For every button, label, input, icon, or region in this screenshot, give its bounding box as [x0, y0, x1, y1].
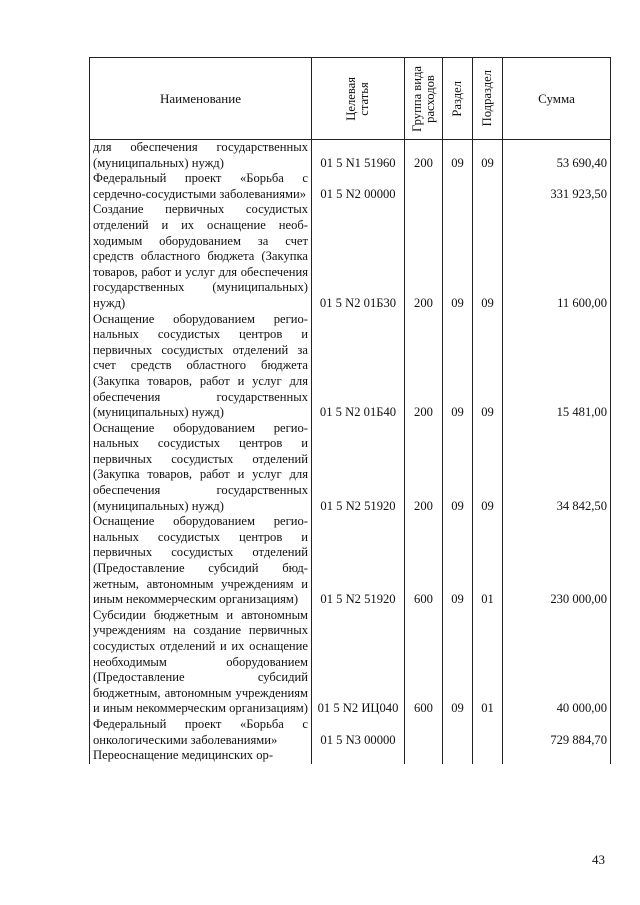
row-sum-cell: 34 842,50	[503, 421, 611, 515]
table-row	[90, 171, 611, 202]
row-group-cell: 200	[405, 421, 443, 515]
row-subsection-cell: 01	[473, 608, 503, 717]
header-target-article	[312, 58, 405, 140]
row-target-cell: 01 5 N3 00000	[312, 717, 405, 748]
header-sum: Сумма	[503, 58, 611, 140]
row-target-cell: 01 5 N1 51960	[312, 140, 405, 172]
row-name-cell: Федеральный проект «Борьба с сердечно-сосудистыми заболеваниями»	[90, 171, 312, 202]
table-row	[90, 608, 611, 717]
row-sum-cell: 15 481,00	[503, 312, 611, 421]
row-group-cell: 600	[405, 514, 443, 608]
row-section-cell: 09	[443, 312, 473, 421]
row-name-cell: Федеральный проект «Борьба с онкологическими заболеваниями»	[90, 717, 312, 748]
header-subsection	[473, 58, 503, 140]
table-row	[90, 140, 611, 172]
row-section-cell: 09	[443, 514, 473, 608]
row-name-cell: Субсидии бюджетным и автономным учреждениям на создание первичных сосудистых отделений и их оснащение необходимым оборудованием (Предоставление субсидий бюджетным, автономным учреждениям и иным некоммерческим организациям)	[90, 608, 312, 717]
row-name-cell: Оснащение оборудованием региональных сосудистых центров и первичных сосудистых отделений (Предоставление субсидий бюджетным, автономным учреждениям и иным некоммерческим организациям)	[90, 514, 312, 608]
header-target-line1: Целевая	[344, 76, 358, 121]
row-group-cell	[405, 171, 443, 202]
row-target-cell: 01 5 N2 01Б40	[312, 312, 405, 421]
row-name-cell: Оснащение оборудованием региональных сосудистых центров и первичных сосудистых отделений (Закупка товаров, работ и услуг для обеспечения государственных (муниципальных) нужд)	[90, 421, 312, 515]
row-sum-cell	[503, 748, 611, 764]
row-group-cell: 600	[405, 608, 443, 717]
table-header-row	[90, 58, 611, 140]
header-group-line2: расходов	[422, 74, 437, 123]
row-subsection-cell: 09	[473, 140, 503, 172]
row-subsection-cell	[473, 748, 503, 764]
page-number: 43	[592, 852, 605, 867]
row-target-cell: 01 5 N2 01Б30	[312, 202, 405, 311]
row-subsection-cell: 09	[473, 312, 503, 421]
row-sum-cell: 11 600,00	[503, 202, 611, 311]
row-section-cell	[443, 171, 473, 202]
budget-table	[89, 57, 611, 764]
row-name-cell: Переоснащение медицинских ор-	[90, 748, 312, 764]
row-target-cell	[312, 748, 405, 764]
row-section-cell	[443, 748, 473, 764]
header-name: Наименование	[90, 58, 312, 140]
row-group-cell	[405, 717, 443, 748]
row-group-cell: 200	[405, 140, 443, 172]
row-section-cell: 09	[443, 608, 473, 717]
row-target-cell: 01 5 N2 ИЦ040	[312, 608, 405, 717]
header-section-label: Раздел	[450, 80, 464, 117]
table-row	[90, 748, 611, 764]
row-name-cell: Создание первичных сосудистых отделений и их оснащение необходимым оборудованием за счет средств областного бюджета (Закупка товаров, работ и услуг для обеспечения государственных (муниципальных) нужд)	[90, 202, 312, 311]
table-body	[90, 140, 611, 764]
table-row	[90, 312, 611, 421]
row-section-cell: 09	[443, 202, 473, 311]
row-sum-cell: 729 884,70	[503, 717, 611, 748]
header-target-line2: статья	[357, 81, 371, 116]
row-target-cell: 01 5 N2 00000	[312, 171, 405, 202]
row-group-cell: 200	[405, 312, 443, 421]
row-subsection-cell	[473, 171, 503, 202]
header-expense-group	[405, 58, 443, 140]
table-row	[90, 717, 611, 748]
table-row	[90, 514, 611, 608]
row-name-cell: Оснащение оборудованием региональных сосудистых центров и первичных сосудистых отделений за счет средств областного бюджета (Закупка товаров, работ и услуг для обеспечения государственных (муниципальных) нужд)	[90, 312, 312, 421]
row-target-cell: 01 5 N2 51920	[312, 514, 405, 608]
table-row	[90, 202, 611, 311]
header-subsection-label: Подраздел	[480, 70, 494, 127]
table-row	[90, 421, 611, 515]
row-subsection-cell: 09	[473, 202, 503, 311]
row-subsection-cell	[473, 717, 503, 748]
header-section	[443, 58, 473, 140]
row-sum-cell: 53 690,40	[503, 140, 611, 172]
row-section-cell	[443, 717, 473, 748]
row-subsection-cell: 01	[473, 514, 503, 608]
row-sum-cell: 331 923,50	[503, 171, 611, 202]
row-subsection-cell: 09	[473, 421, 503, 515]
row-sum-cell: 230 000,00	[503, 514, 611, 608]
row-name-cell: для обеспечения государственных (муниципальных) нужд)	[90, 140, 312, 172]
header-group-line1: Группа вида	[409, 65, 424, 132]
row-group-cell	[405, 748, 443, 764]
row-section-cell: 09	[443, 140, 473, 172]
row-section-cell: 09	[443, 421, 473, 515]
row-group-cell: 200	[405, 202, 443, 311]
row-target-cell: 01 5 N2 51920	[312, 421, 405, 515]
row-sum-cell: 40 000,00	[503, 608, 611, 717]
